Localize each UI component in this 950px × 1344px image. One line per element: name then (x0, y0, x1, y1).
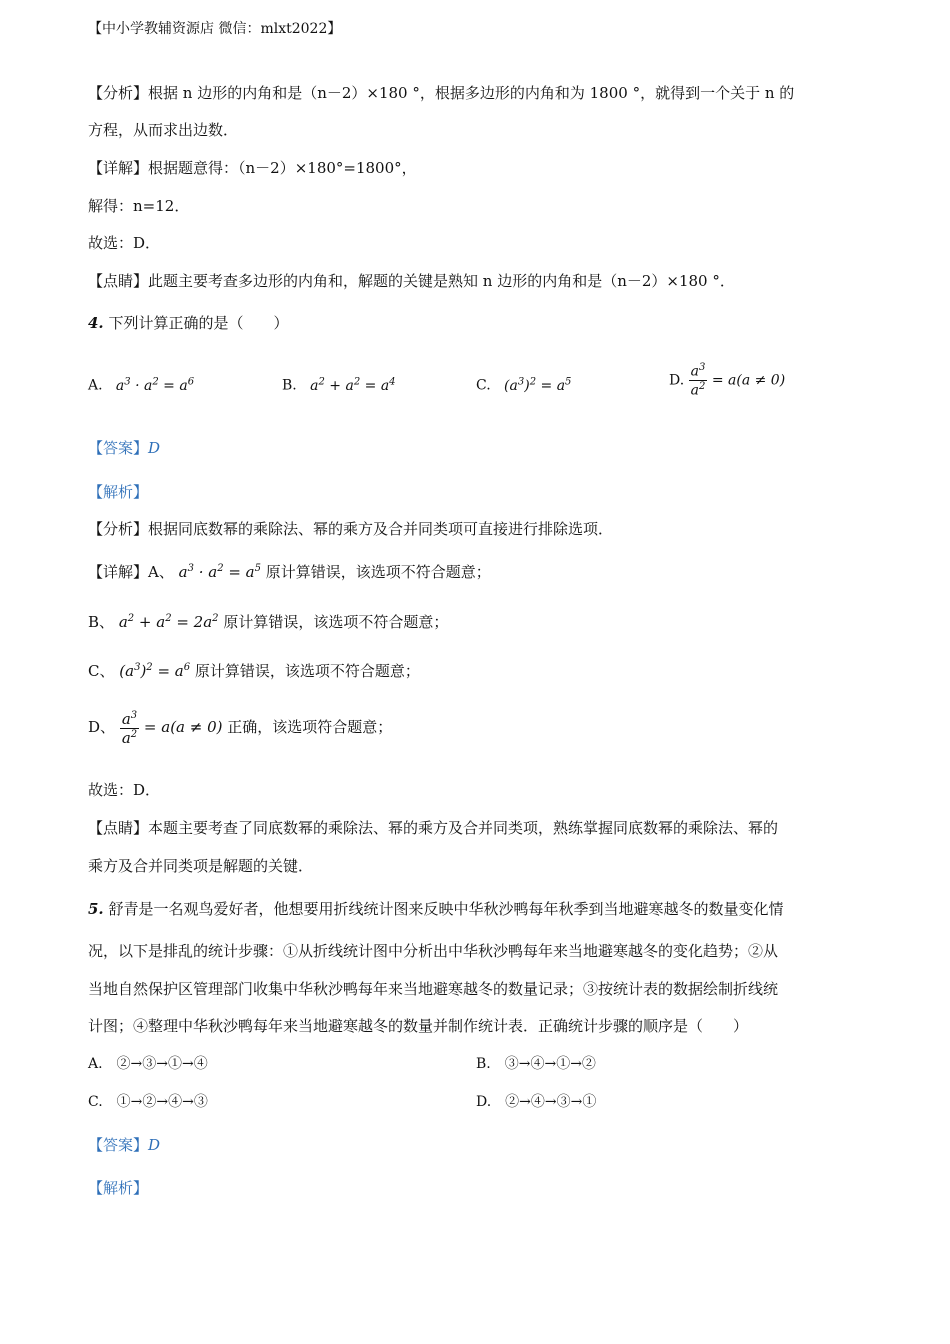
q5-answer (88, 1134, 160, 1155)
q5-option-c: C. ①→②→④→③ (88, 1094, 208, 1110)
q4-comment-line1: 【点睛】本题主要考查了同底数幂的乘除法、幂的乘方及合并同类项，熟练掌握同底数幂的乘除法、幂的 (88, 819, 779, 837)
q5-stem-line1 (88, 898, 783, 919)
q5-stem-text1: 舒青是一名观鸟爱好者，他想要用折线统计图来反映中华秋沙鸭每年秋季到当地避寒越冬的数量变化情 (108, 900, 784, 918)
q4-detail-c-prefix: C、 (88, 662, 115, 680)
q4-option-d-fraction: $\frac{a^3}{a^2}$ (690, 362, 706, 399)
q4-option-b (282, 376, 396, 394)
q4-number: 4. (88, 314, 104, 332)
q5-answer-label: 【答案】 (88, 1136, 149, 1154)
q5-stem-line4: 计图；④整理中华秋沙鸭每年来当地避寒越冬的数量并制作统计表．正确统计步骤的顺序是（ ） (88, 1017, 749, 1035)
q4-detail-a-expr: $a^3 \cdot a^2 = a^5$ (178, 563, 262, 581)
q5-number: 5. (88, 900, 104, 918)
q4-detail-d-prefix: D、 (88, 718, 116, 736)
q4-option-a-label: A. (88, 377, 103, 394)
q4-detail-c (88, 660, 420, 681)
q4-comment-line2: 乘方及合并同类项是解题的关键． (88, 857, 314, 875)
q4-detail-b-suffix: 原计算错误，该选项不符合题意； (223, 613, 449, 631)
q4-detail-d-suffix: 正确，该选项符合题意； (227, 718, 393, 736)
q4-option-d-label: D. (669, 372, 685, 389)
q4-choice: 故选：D． (88, 781, 161, 799)
q4-option-d (669, 362, 785, 399)
q4-stem-row (88, 312, 288, 333)
q5-explain-label: 【解析】 (88, 1179, 149, 1197)
q4-option-a-expr: $a^3 \cdot a^2 = a^6$ (107, 376, 195, 394)
q4-answer-label: 【答案】 (88, 439, 149, 457)
q3-analysis-line1: 【分析】根据 n 边形的内角和是（n－2）×180 °，根据多边形的内角和为 1800 °，就得到一个关于 n 的 (88, 84, 795, 102)
q5-option-b: B. ③→④→①→② (476, 1056, 596, 1072)
q4-detail-b (88, 611, 448, 632)
q4-answer (88, 437, 160, 458)
q4-explain-label: 【解析】 (88, 483, 149, 501)
q4-analysis: 【分析】根据同底数幂的乘除法、幂的乘方及合并同类项可直接进行排除选项． (88, 520, 614, 538)
q4-detail-c-expr: $(a^3)^2 = a^6$ (119, 662, 191, 680)
q5-stem-line2: 况，以下是排乱的统计步骤：①从折线统计图中分析出中华秋沙鸭每年来当地避寒越冬的变化趋势；②从 (88, 942, 779, 960)
q4-detail-c-suffix: 原计算错误，该选项不符合题意； (194, 662, 420, 680)
q4-option-a (88, 376, 194, 394)
q4-detail-b-expr: $a^2 + a^2 = 2a^2$ (118, 613, 219, 631)
q4-answer-value: D (148, 439, 161, 457)
q5-option-a: A. ②→③→①→④ (88, 1056, 208, 1072)
q4-detail-d-fraction: $\frac{a^3}{a^2}$ (121, 710, 138, 747)
page-header: 【中小学教辅资源店 微信：mlxt2022】 (88, 21, 342, 37)
q3-detail: 【详解】根据题意得：（n－2）×180°=1800°， (88, 159, 417, 177)
q4-detail-a-prefix: 【详解】A、 (88, 563, 174, 581)
q4-option-d-expr: = a(a ≠ 0) (711, 372, 786, 389)
q3-analysis-line2: 方程，从而求出边数． (88, 121, 239, 139)
q3-solve: 解得：n=12． (88, 197, 190, 215)
q3-choice: 故选：D． (88, 234, 161, 252)
q5-stem-line3: 当地自然保护区管理部门收集中华秋沙鸭每年来当地避寒越冬的数量记录；③按统计表的数据绘制折线统 (88, 980, 779, 998)
q4-option-b-label: B. (282, 377, 297, 394)
q5-answer-value: D (148, 1136, 161, 1154)
q4-stem: 下列计算正确的是（ ） (108, 314, 289, 332)
q4-option-c (476, 376, 571, 394)
q3-comment: 【点睛】此题主要考查多边形的内角和，解题的关键是熟知 n 边形的内角和是（n－2）×180 °． (88, 272, 735, 290)
q4-option-c-label: C. (476, 377, 491, 394)
q4-detail-b-prefix: B、 (88, 613, 115, 631)
q4-option-c-expr: $(a^3)^2 = a^5$ (495, 376, 572, 394)
q5-option-d: D. ②→④→③→① (476, 1094, 597, 1110)
q4-detail-a-suffix: 原计算错误，该选项不符合题意； (265, 563, 491, 581)
q4-detail-d-expr: = a(a ≠ 0) (143, 718, 223, 736)
q4-option-b-expr: $a^2 + a^2 = a^4$ (301, 376, 396, 394)
q4-detail-d (88, 710, 392, 746)
q4-detail-a (88, 561, 491, 582)
